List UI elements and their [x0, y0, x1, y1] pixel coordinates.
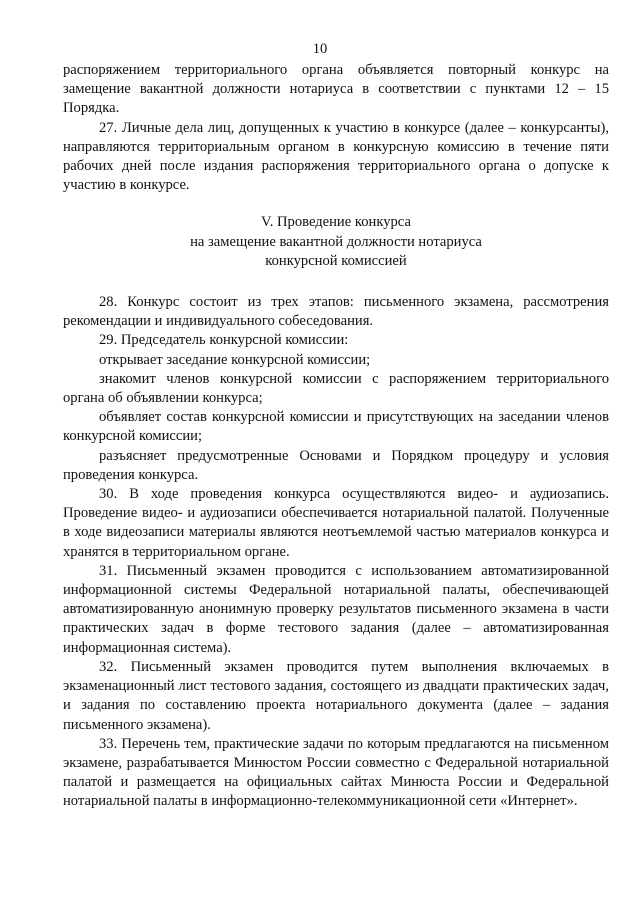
paragraph-31: 31. Письменный экзамен проводится с использованием автоматизированной информационной системы Федеральной нотариальной палаты, обеспечивающей автоматизированную анонимную проверку результатов письменного экзамена в части практических задач в форме тестового задания (далее – автоматизированная информационная система). — [63, 562, 609, 656]
section-heading-line-1: V. Проведение конкурса — [261, 214, 411, 231]
paragraph-29-item-2: знакомит членов конкурсной комиссии с распоряжением территориального органа об объявлении конкурса; — [63, 370, 609, 407]
section-heading — [63, 213, 609, 271]
section-heading-line-2: на замещение вакантной должности нотариуса — [190, 233, 482, 250]
section-heading-line-3: конкурсной комиссией — [265, 252, 407, 269]
paragraph-30: 30. В ходе проведения конкурса осуществляются видео- и аудиозапись. Проведение видео- и аудиозаписи обеспечивается нотариальной палатой. Полученные в ходе видеозаписи материалы являются неотъемлемой частью материалов конкурса и хранятся в территориальном органе. — [63, 486, 609, 560]
paragraph-28: 28. Конкурс состоит из трех этапов: письменного экзамена, рассмотрения рекомендации и индивидуального собеседования. — [63, 294, 609, 330]
page-number: 10 — [312, 41, 328, 57]
paragraph-33: 33. Перечень тем, практические задачи по которым предлагаются на письменном экзамене, разрабатывается Минюстом России совместно с Федеральной нотариальной палатой и размещается на официальных сайтах Минюста России и Федеральной нотариальной палаты в информационно-телекоммуникационной сети «Интернет». — [63, 735, 609, 810]
paragraph-27: 27. Личные дела лиц, допущенных к участию в конкурсе (далее – конкурсанты), направляются территориальным органом в конкурсную комиссию в течение пяти рабочих дней после издания распоряжения территориального органа о допуске к участию в конкурсе. — [63, 119, 609, 194]
paragraph-32: 32. Письменный экзамен проводится путем выполнения включаемых в экзаменационный лист тестового задания, состоящего из двадцати практических задач, и задания по составлению проекта нотариального документа (далее – задания письменного экзамена). — [63, 658, 609, 733]
document-body — [63, 61, 609, 812]
paragraph-29-item-3: объявляет состав конкурсной комиссии и присутствующих на заседании членов конкурсной комиссии; — [63, 409, 609, 445]
paragraph-continuation: распоряжением территориального органа объявляется повторный конкурс на замещение вакантной должности нотариуса в соответствии с пунктами 12 – 15 Порядка. — [63, 62, 609, 117]
paragraph-29-item-1: открывает заседание конкурсной комиссии; — [99, 351, 371, 368]
paragraph-29: 29. Председатель конкурсной комиссии: — [99, 332, 349, 349]
paragraph-29-item-4: разъясняет предусмотренные Основами и Порядком процедуру и условия проведения конкурса. — [63, 447, 609, 483]
